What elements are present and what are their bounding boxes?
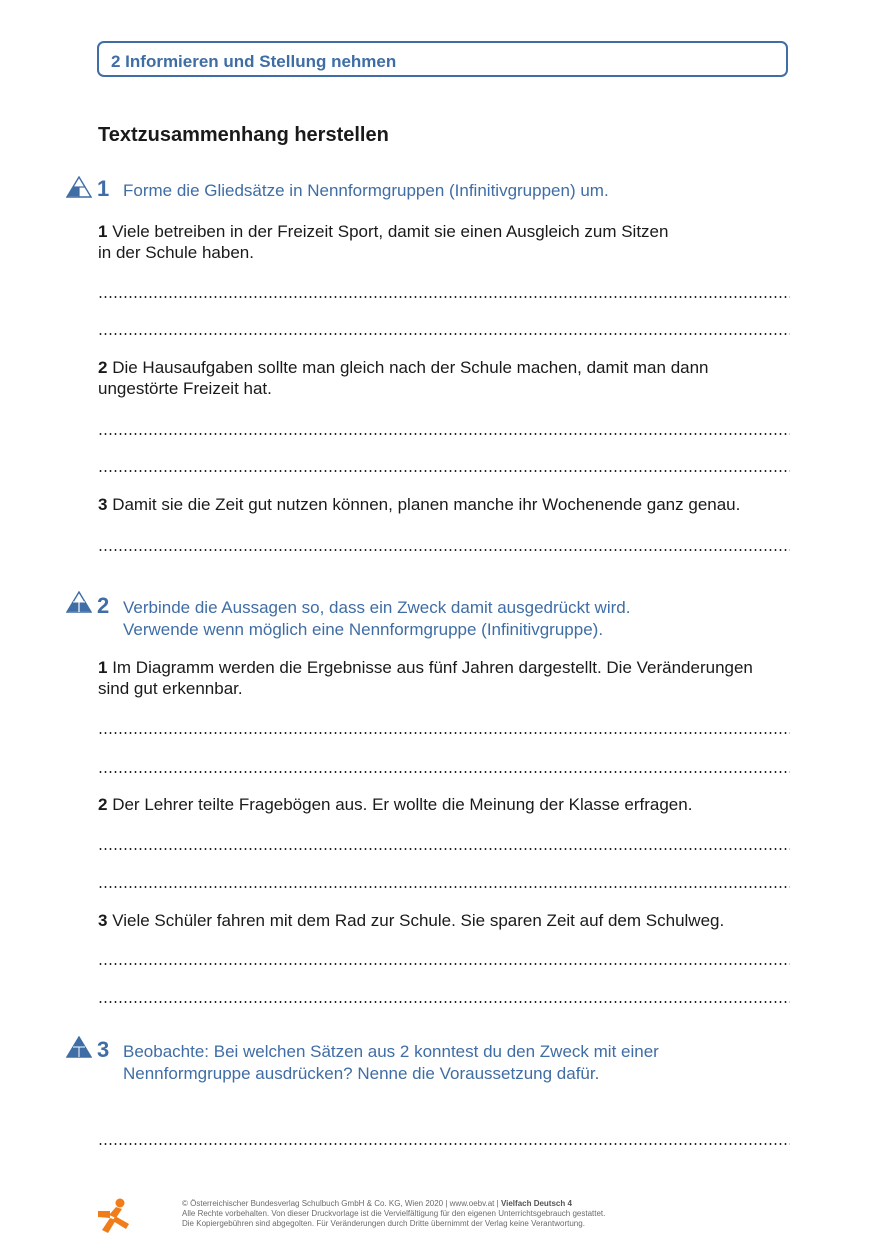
answer-line[interactable] (98, 470, 790, 472)
exercise-item: 1 Im Diagramm werden die Ergebnisse aus fünf Jahren dargestellt. Die Veränderungen sind gut erkennbar. (98, 658, 753, 698)
chapter-title: 2 Informieren und Stellung nehmen (111, 52, 397, 71)
answer-line[interactable] (98, 296, 790, 298)
exercise-item: 1 Viele betreiben in der Freizeit Sport, damit sie einen Ausgleich zum Sitzen in der Schule haben. (98, 222, 669, 262)
task-instruction: Verbinde die Aussagen so, dass ein Zweck damit ausgedrückt wird. Verwende wenn möglich eine Nennformgruppe (Infinitivgruppe). (123, 598, 631, 639)
answer-line[interactable] (98, 963, 790, 965)
triangle-level-1-icon (66, 176, 92, 198)
answer-line[interactable] (98, 549, 790, 551)
triangle-level-2-icon (66, 591, 92, 613)
task-number: 2 (97, 593, 110, 618)
triangle-level-3-icon (66, 1036, 92, 1058)
answer-line[interactable] (98, 848, 790, 850)
exercise-item: 2 Der Lehrer teilte Fragebögen aus. Er wollte die Meinung der Klasse erfragen. (98, 795, 693, 814)
publisher-logo (96, 1196, 132, 1234)
exercise-item: 2 Die Hausaufgaben sollte man gleich nach der Schule machen, damit man dann ungestörte Freizeit hat. (98, 358, 709, 398)
answer-line[interactable] (98, 433, 790, 435)
answer-line[interactable] (98, 1143, 790, 1145)
page-title: Textzusammenhang herstellen (98, 124, 389, 146)
exercise-item: 3 Damit sie die Zeit gut nutzen können, planen manche ihr Wochenende ganz genau. (98, 495, 741, 514)
answer-line[interactable] (98, 886, 790, 888)
task-number: 3 (97, 1037, 110, 1062)
answer-line[interactable] (98, 333, 790, 335)
chapter-header (97, 41, 788, 77)
exercise-item: 3 Viele Schüler fahren mit dem Rad zur Schule. Sie sparen Zeit auf dem Schulweg. (98, 911, 725, 930)
answer-line[interactable] (98, 732, 790, 734)
answer-line[interactable] (98, 1001, 790, 1003)
answer-line[interactable] (98, 771, 790, 773)
task-instruction: Beobachte: Bei welchen Sätzen aus 2 konntest du den Zweck mit einer Nennformgruppe ausdrücken? Nenne die Voraussetzung dafür. (123, 1042, 659, 1083)
task-number: 1 (97, 176, 110, 201)
copyright-notice: © Österreichischer Bundesverlag Schulbuch GmbH & Co. KG, Wien 2020 | www.oebv.at | Vielfach Deutsch 4 Alle Rechte vorbehalten. Von dieser Druckvorlage ist die Vervielfältigung für den eigenen Unterrichtsgebrauch gestattet. Die Kopiergebühren sind abgegolten. Für Veränderungen durch Dritte übernimmt der Verlag keine Verantwortung. (182, 1199, 606, 1228)
task-instruction: Forme die Gliedsätze in Nennformgruppen (Infinitivgruppen) um. (123, 181, 609, 200)
